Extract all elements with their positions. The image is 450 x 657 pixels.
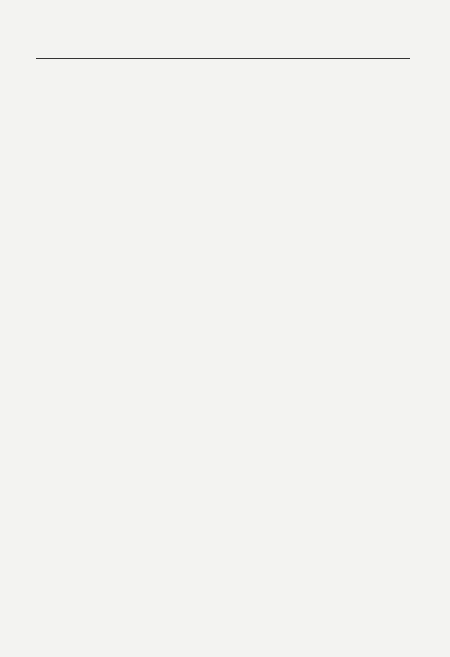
table-of-contents: [38, 64, 346, 115]
volume-section: [38, 68, 346, 89]
header-rule: [36, 58, 410, 59]
volume-heading: [38, 68, 346, 89]
volume-section: [38, 93, 346, 114]
volume-heading: [38, 93, 346, 114]
